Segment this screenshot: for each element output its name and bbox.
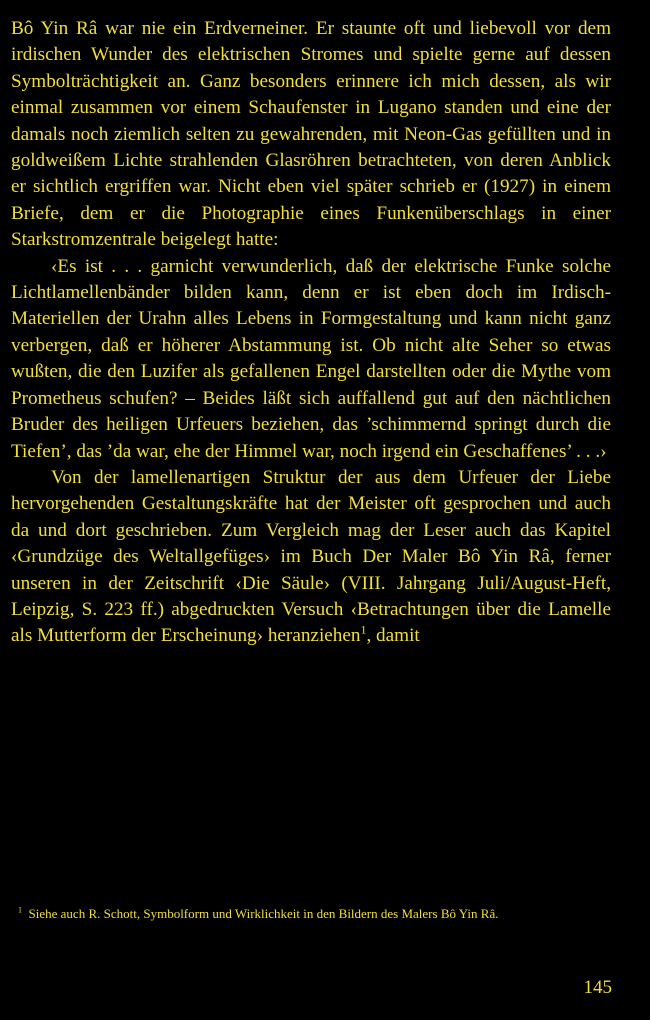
footnote — [18, 905, 613, 922]
paragraph-3 — [11, 465, 611, 650]
footnote-text: Siehe auch R. Schott, Symbolform und Wirklichkeit in den Bildern des Malers Bô Yin Râ. — [28, 906, 499, 921]
page-number: 145 — [583, 977, 612, 998]
footnote-marker: 1 — [18, 905, 23, 915]
paragraph-2-quote: ‹Es ist . . . garnicht verwunderlich, daß der elektrische Funke solche Lichtlamellenbänder bilden kann, denn er ist eben doch im Irdisch-Materiellen der Urahn alles Lebens in Formgestaltung und kann nicht ganz verbergen, daß er höherer Abstammung ist. Ob nicht alte Seher so etwas wußten, die den Luzifer als gefallenen Engel darstellten oder die Mythe vom Prometheus schufen? – Beides läßt sich auffallend gut auf den nächtlichen Bruder des heiligen Urfeuers beziehen, das ’schimmernd springt durch die Tiefen’, das ’da war, ehe der Himmel war, noch irgend ein Geschaffenes’ . . .› — [11, 255, 611, 462]
paragraph-3-text: Von der lamellenartigen Struktur der aus dem Urfeuer der Liebe hervorgehenden Gestaltungskräfte hat der Meister oft gesprochen und auch da und dort geschrieben. Zum Vergleich mag der Leser auch das Kapitel ‹Grundzüge des Weltallgefüges› im Buch Der Maler Bô Yin Râ, ferner unseren in der Zeitschrift ‹Die Säule› (VIII. Jahrgang Juli/August-Heft, Leipzig, S. 223 ff.) abgedruckten Versuch ‹Betrachtungen über die Lamelle als Mutterform der Erscheinung› heranziehen — [11, 466, 611, 647]
main-text — [11, 16, 611, 650]
paragraph-3-tail: , damit — [366, 625, 420, 647]
footnote-reference: 1 — [360, 622, 367, 637]
paragraph-1: Bô Yin Râ war nie ein Erdverneiner. Er staunte oft und liebevoll vor dem irdischen Wunder des elektrischen Stromes und spielte gerne auf dessen Symbolträchtigkeit an. Ganz besonders erinnere ich mich dessen, als wir einmal zusammen vor einem Schaufenster in Lugano standen und eine der damals noch ziemlich selten zu gewahrenden, mit Neon-Gas gefüllten und in goldweißem Lichte strahlenden Glasröhren betrachteten, von deren Anblick er sichtlich ergriffen war. Nicht eben viel später schrieb er (1927) in einem Briefe, dem er die Photographie eines Funkenüberschlags in einer Starkstromzentrale beigelegt hatte: — [11, 18, 611, 251]
